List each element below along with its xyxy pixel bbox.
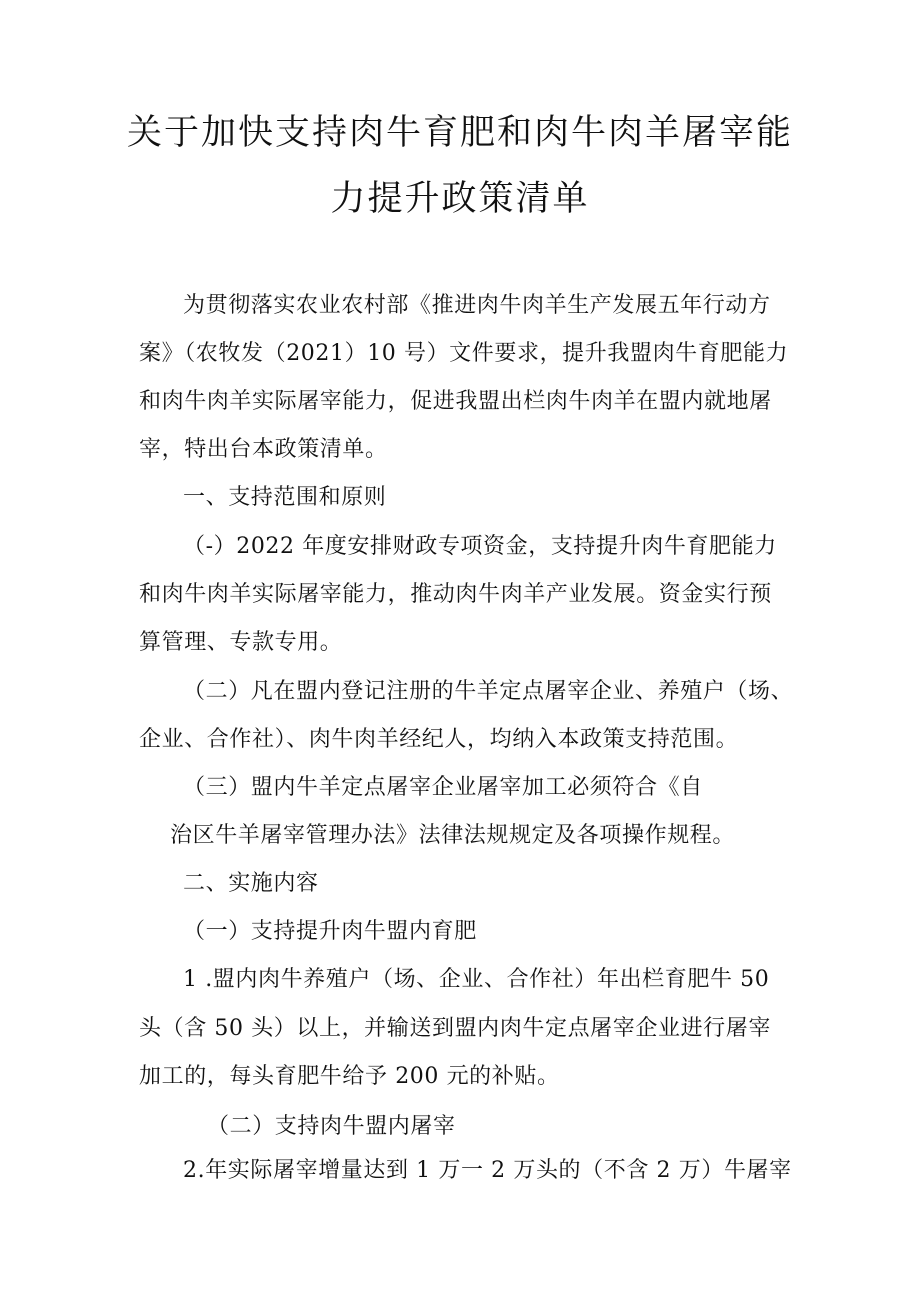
paragraph-line: （-）2022 年度安排财政专项资金，支持提升肉牛育肥能力 bbox=[183, 534, 777, 559]
paragraph-line: 算管理、专款专用。 bbox=[139, 630, 343, 655]
section-heading: 二、实施内容 bbox=[183, 871, 319, 896]
paragraph-line: 治区牛羊屠宰管理办法》法律法规规定及各项操作规程。 bbox=[170, 823, 736, 848]
paragraph-line: 头（含 50 头）以上，并输送到盟内肉牛定点屠宰企业进行屠宰 bbox=[139, 1016, 771, 1041]
paragraph-line: 企业、合作社）、肉牛肉羊经纪人，均纳入本政策支持范围。 bbox=[139, 727, 739, 752]
document-title-line-2: 力提升政策清单 bbox=[330, 179, 590, 219]
paragraph-line: （三）盟内牛羊定点屠宰企业屠宰加工必须符合《自 bbox=[183, 775, 703, 800]
paragraph-line: 加工的，每头育肥牛给予 200 元的补贴。 bbox=[139, 1064, 560, 1089]
paragraph-line: 1 .盟内肉牛养殖户（场、企业、合作社）年出栏育肥牛 50 bbox=[183, 967, 770, 992]
paragraph-line: 和肉牛肉羊实际屠宰能力，促进我盟出栏肉牛肉羊在盟内就地屠 bbox=[139, 389, 772, 414]
paragraph-line: 为贯彻落实农业农村部《推进肉牛肉羊生产发展五年行动方 bbox=[183, 293, 771, 318]
paragraph-line: 2.年实际屠宰增量达到 1 万一 2 万头的（不含 2 万）牛屠宰 bbox=[183, 1158, 792, 1183]
section-heading: 一、支持范围和原则 bbox=[183, 485, 387, 510]
subsection-heading: （一）支持提升肉牛盟内育肥 bbox=[183, 919, 477, 944]
paragraph-line: （二）凡在盟内登记注册的牛羊定点屠宰企业、养殖户（场、 bbox=[183, 679, 794, 704]
subsection-heading: （二）支持肉牛盟内屠宰 bbox=[207, 1114, 456, 1139]
paragraph-line: 案》（农牧发（2021）10 号）文件要求，提升我盟肉牛育肥能力 bbox=[139, 341, 789, 366]
paragraph-line: 和肉牛肉羊实际屠宰能力，推动肉牛肉羊产业发展。资金实行预 bbox=[139, 582, 772, 607]
paragraph-line: 宰，特出台本政策清单。 bbox=[139, 437, 388, 462]
document-title-line-1: 关于加快支持肉牛育肥和肉牛肉羊屠宰能 bbox=[126, 113, 793, 153]
